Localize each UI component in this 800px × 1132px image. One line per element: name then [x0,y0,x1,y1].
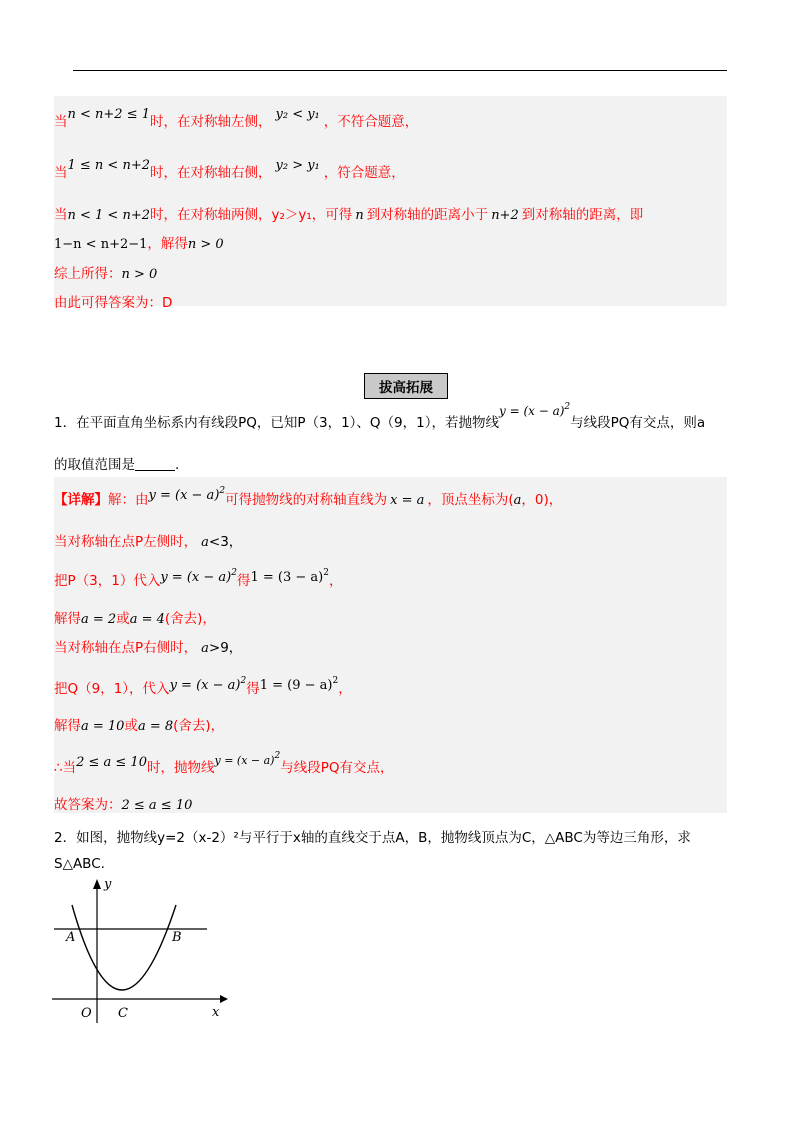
y-axis-label: y [104,877,112,892]
sol1-line-9: 故答案为：2 ≤ a ≤ 10 [54,797,193,813]
point-c-label: C [118,1006,128,1021]
sol1-line-6: 把Q（9，1），代入$y = (x - a)^2$得$1 = (9 - a)^2$， [54,676,352,697]
sol1-line-7: 解得a = 10或a = 8(舍去)， [54,718,225,734]
section-title: 拔高拓展 [364,373,448,399]
solution-line-3: 当n < 1 < n+2时，在对称轴两侧，y₂＞y₁，可得 n 到对称轴的距离小于 n+2 到对称轴的距离，即 [54,207,644,223]
sol1-line-1: 【详解】解：由$y = (x - a)^2$可得抛物线的对称轴直线为 x = a ，顶点坐标为(a，0)， [54,486,563,508]
question-2-line-1: 2．如图，抛物线y=2（x-2）²与平行于x轴的直线交于点A，B，抛物线顶点为C，△ABC为等边三角形，求 [54,830,691,846]
solution-line-4: 1−n < n+2−1，解得n > 0 [54,236,224,252]
sol1-line-8: ∴当2 ≤ a ≤ 10时，抛物线$^{y = (x - a)^2}$与线段PQ有交点， [54,751,394,776]
sol1-line-2: 当对称轴在点P左侧时， a<3， [54,534,243,550]
origin-label: O [81,1006,92,1021]
question-2-line-2: S△ABC. [54,856,105,872]
header-rule [73,70,727,71]
point-b-label: B [172,930,182,945]
solution-line-5: 综上所得：n > 0 [54,266,158,282]
solution-line-2: 当1 ≤ n < n+2时，在对称轴右侧， y₂ > y₁ ，符合题意， [54,158,405,181]
point-a-label: A [66,930,76,945]
solution-line-6: 由此可得答案为：D [54,295,173,311]
sol1-line-4: 解得a = 2或a = 4(舍去)， [54,611,216,627]
x-axis-label: x [212,1005,220,1020]
solution-line-1: 当n < n+2 ≤ 1时，在对称轴左侧， y₂ < y₁ ，不符合题意， [54,107,419,130]
answer-blank[interactable] [135,458,175,471]
question-1-line-1: 1．在平面直角坐标系内有线段PQ，已知P（3，1）、Q（9，1），若抛物线$y = (x - a)^2$与线段PQ有交点，则a [54,402,706,431]
sol1-line-5: 当对称轴在点P右侧时， a>9， [54,640,243,656]
sol1-line-3: 把P（3，1）代入$y = (x - a)^2$得$1 = (3 - a)^2$， [54,568,343,589]
parabola-figure [52,875,242,1025]
question-1-line-2: 的取值范围是 . [54,457,180,473]
